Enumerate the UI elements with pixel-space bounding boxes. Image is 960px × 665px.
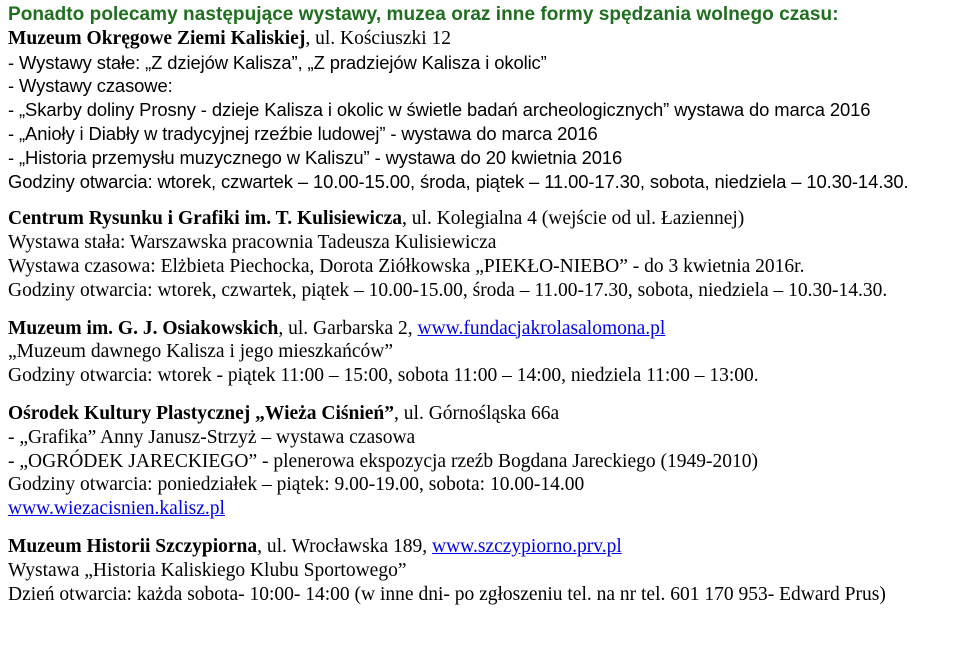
- list-item: - „OGRÓDEK JARECKIEGO” - plenerowa ekspozycja rzeźb Bogdana Jareckiego (1949-2010): [8, 450, 758, 472]
- spacer: [8, 193, 960, 207]
- fundacja-link[interactable]: www.fundacjakrolasalomona.pl: [417, 317, 666, 339]
- opening-hours: Godziny otwarcia: poniedziałek – piątek: 9.00-19.00, sobota: 10.00-14.00: [8, 474, 585, 496]
- list-item: Wystawa „Historia Kaliskiego Klubu Sportowego”: [8, 559, 407, 581]
- section-title-muzeum-okregowe: Muzeum Okręgowe Ziemi Kaliskiej, ul. Kościuszki 12: [8, 27, 452, 49]
- section-title-centrum-rysunku: Centrum Rysunku i Grafiki im. T. Kulisiewicza, ul. Kolegialna 4 (wejście od ul. Łaziennej): [8, 208, 745, 230]
- wieza-link-line: [8, 497, 960, 521]
- spacer: [8, 521, 960, 535]
- spacer: [8, 388, 960, 402]
- wieza-link[interactable]: www.wiezacisnien.kalisz.pl: [8, 498, 225, 520]
- opening-hours: Godziny otwarcia: wtorek - piątek 11:00 – 15:00, sobota 11:00 – 14:00, niedziela 11:00 – 13:00.: [8, 365, 759, 387]
- list-item: Wystawa stała: Warszawska pracownia Tadeusza Kulisiewicza: [8, 232, 497, 254]
- section-title-muzeum-szczypiorna: Muzeum Historii Szczypiorna, ul. Wrocławska 189, www.szczypiorno.prv.pl: [8, 535, 622, 557]
- list-item: - „Historia przemysłu muzycznego w Kaliszu” - wystawa do 20 kwietnia 2016: [8, 146, 623, 168]
- opening-hours: Godziny otwarcia: wtorek, czwartek – 10.00-15.00, środa, piątek – 11.00-17.30, sobota, niedziela – 10.30-14.30.: [8, 170, 909, 192]
- list-item: - „Grafika” Anny Janusz-Strzyż – wystawa czasowa: [8, 426, 416, 448]
- list-item: - „Anioły i Diabły w tradycyjnej rzeźbie ludowej” - wystawa do marca 2016: [8, 122, 598, 144]
- list-item: Wystawa czasowa: Elżbieta Piechocka, Dorota Ziółkowska „PIEKŁO-NIEBO” - do 3 kwietnia 2016r.: [8, 255, 805, 277]
- section-title-wieza-cisnien: Ośrodek Kultury Plastycznej „Wieża Ciśnień”, ul. Górnośląska 66a: [8, 402, 560, 424]
- list-item: - Wystawy stałe: „Z dziejów Kalisza”, „Z pradziejów Kalisza i okolic”: [8, 51, 547, 73]
- section-title-muzeum-osiakowskich: Muzeum im. G. J. Osiakowskich, ul. Garbarska 2, www.fundacjakrolasalomona.pl: [8, 317, 666, 339]
- page-heading: Ponadto polecamy następujące wystawy, muzea oraz inne formy spędzania wolnego czasu:: [8, 4, 839, 25]
- list-item: - Wystawy czasowe:: [8, 75, 173, 97]
- szczypiorno-link[interactable]: www.szczypiorno.prv.pl: [432, 535, 622, 557]
- list-item: - „Skarby doliny Prosny - dzieje Kalisza i okolic w świetle badań archeologicznych” wystawa do marca 2016: [8, 99, 871, 121]
- opening-hours: Godziny otwarcia: wtorek, czwartek, piątek – 10.00-15.00, środa – 11.00-17.30, sobota, niedziela – 10.30-14.30.: [8, 279, 888, 301]
- opening-hours: Dzień otwarcia: każda sobota- 10:00- 14:00 (w inne dni- po zgłoszeniu tel. na nr tel. 601 170 953- Edward Prus): [8, 583, 886, 605]
- spacer: [8, 303, 960, 317]
- list-item: „Muzeum dawnego Kalisza i jego mieszkańców”: [8, 341, 393, 363]
